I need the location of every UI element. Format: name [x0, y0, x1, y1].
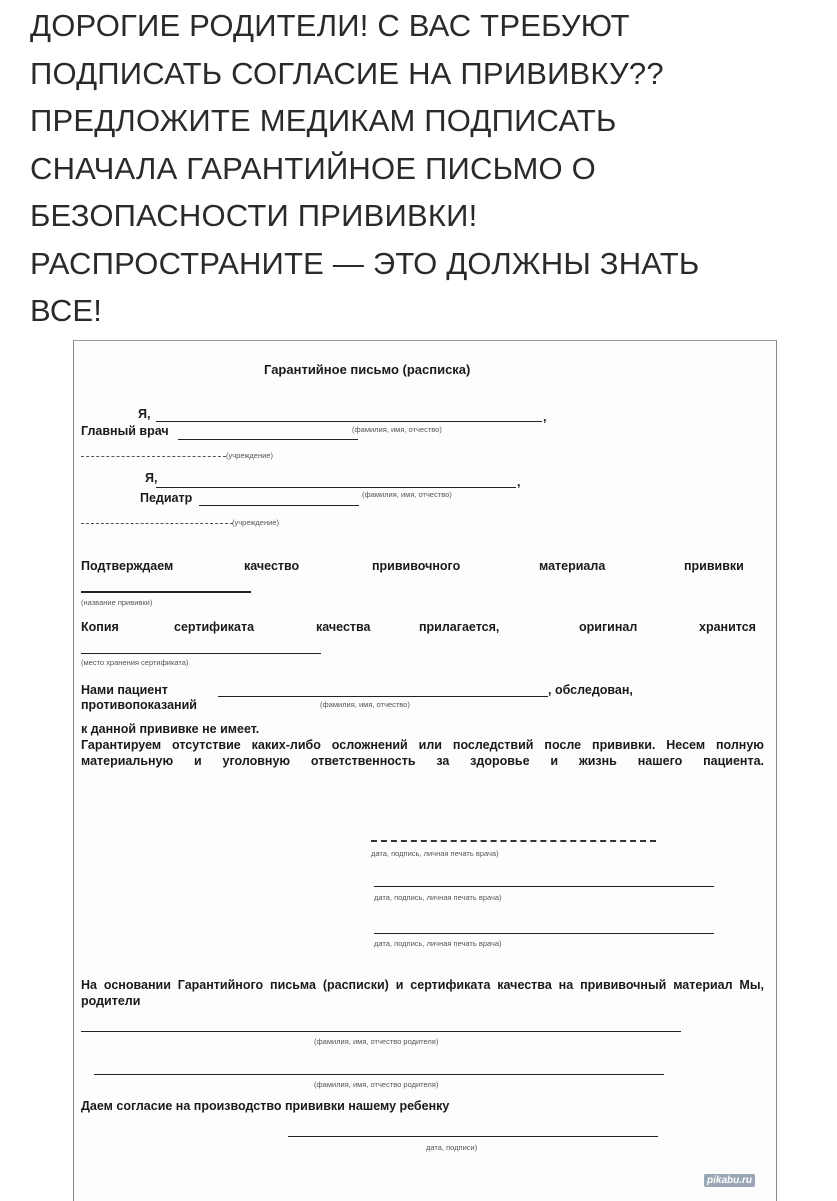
doctor-role-line	[178, 439, 358, 440]
pediatrician-fio-hint: (фамилия, имя, отчество)	[362, 490, 452, 499]
signature-line-3	[374, 933, 714, 934]
confirm-word: качество	[244, 559, 300, 573]
document-title: Гарантийное письмо (расписка)	[264, 362, 471, 377]
consent-text: Даем согласие на производство прививки нашему ребенку	[81, 1099, 450, 1113]
doctor-institution-line	[81, 456, 226, 457]
signature-hint-2: дата, подпись, личная печать врача)	[374, 893, 502, 902]
contraindications-label: противопоказаний	[81, 698, 197, 712]
signature-hint-1: дата, подпись, личная печать врача)	[371, 849, 499, 858]
confirm-word: материала	[539, 559, 606, 573]
confirm-word: прививочного	[372, 559, 461, 573]
confirm-word: Подтверждаем	[81, 559, 174, 573]
pediatrician-role-label: Педиатр	[140, 491, 193, 505]
copy-word: прилагается,	[419, 620, 500, 634]
pediatrician-institution-line	[81, 523, 233, 524]
copy-word: Копия	[81, 620, 119, 634]
vaccine-name-line	[81, 591, 251, 593]
doctor-ya-label: Я,	[138, 407, 151, 421]
copy-word: качества	[316, 620, 371, 634]
headline-line: СНАЧАЛА ГАРАНТИЙНОЕ ПИСЬМО О	[30, 150, 596, 186]
examined-label: , обследован,	[548, 683, 633, 697]
parent-fio-line-2	[94, 1074, 664, 1075]
headline-line: БЕЗОПАСНОСТИ ПРИВИВКИ!	[30, 198, 478, 233]
patient-fio-hint: (фамилия, имя, отчество)	[320, 700, 410, 709]
headline-line: ДОРОГИЕ РОДИТЕЛИ! С ВАС ТРЕБУЮТ	[30, 8, 630, 43]
basis-paragraph: На основании Гарантийного письма (расписки) и сертификата качества на прививочный материал Мы, родители	[81, 978, 764, 1008]
headline	[30, 2, 820, 335]
headline-line: РАСПРОСТРАНИТЕ — ЭТО ДОЛЖНЫ ЗНАТЬ	[30, 245, 700, 281]
pediatrician-institution-hint: (учреждение)	[232, 518, 279, 527]
headline-line: ВСЕ!	[30, 293, 103, 328]
parent-fio-line-1	[81, 1031, 681, 1032]
pediatrician-fio-line	[156, 487, 516, 488]
confirm-word: прививки	[684, 559, 744, 573]
signature-hint-3: дата, подпись, личная печать врача)	[374, 939, 502, 948]
copy-word: хранится	[699, 620, 756, 634]
guarantee-paragraph: Гарантируем отсутствие каких-либо осложнений или последствий после прививки. Несем полную материальную и уголовную ответственность за здоровье и жизнь нашего пациента.	[81, 738, 764, 768]
signature-line-2	[374, 886, 714, 887]
doctor-role-label: Главный врач	[81, 424, 169, 438]
doctor-institution-hint: (учреждение)	[226, 451, 273, 460]
doctor-comma: ,	[543, 410, 547, 424]
guarantee-letter-document	[73, 340, 777, 1201]
date-signature-hint: дата, подписи)	[426, 1143, 478, 1152]
patient-fio-line	[218, 696, 548, 697]
doctor-fio-hint: (фамилия, имя, отчество)	[352, 425, 442, 434]
headline-line: ПОДПИСАТЬ СОГЛАСИЕ НА ПРИВИВКУ??	[30, 55, 664, 91]
not-have-text: к данной прививке не имеет.	[81, 722, 260, 736]
copy-word: сертификата	[174, 620, 255, 634]
pediatrician-role-line	[199, 505, 359, 506]
signature-line-1	[371, 840, 656, 842]
watermark-logo: pikabu.ru	[704, 1174, 755, 1187]
pediatrician-ya-label: Я,	[145, 471, 158, 485]
patient-label: Нами пациент	[81, 683, 168, 697]
vaccine-name-hint: (название прививки)	[81, 598, 153, 607]
certificate-place-hint: (место хранения сертификата)	[81, 658, 189, 667]
pediatrician-comma: ,	[517, 475, 521, 489]
parent-fio-hint-2: (фамилия, имя, отчество родителя)	[314, 1080, 439, 1089]
date-signature-line	[288, 1136, 658, 1137]
headline-line: ПРЕДЛОЖИТЕ МЕДИКАМ ПОДПИСАТЬ	[30, 103, 617, 138]
parent-fio-hint-1: (фамилия, имя, отчество родителя)	[314, 1037, 439, 1046]
certificate-place-line	[81, 653, 321, 654]
copy-word: оригинал	[579, 620, 638, 634]
doctor-fio-line	[156, 421, 542, 422]
